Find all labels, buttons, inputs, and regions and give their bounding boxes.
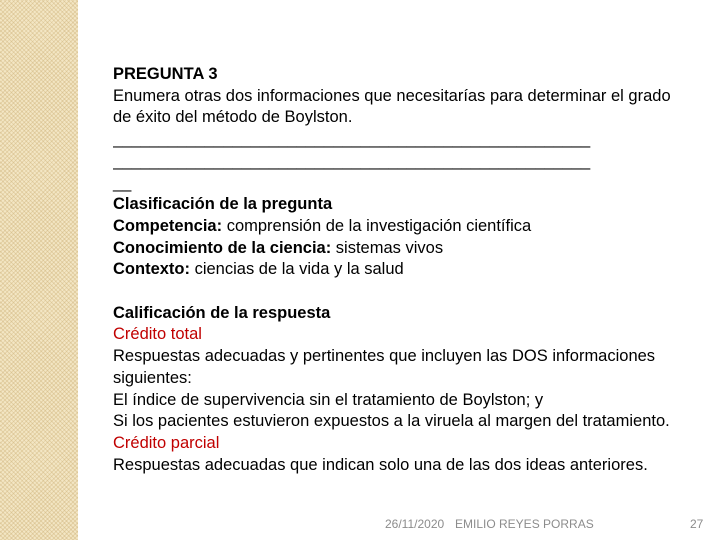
full-credit-item-2: Si los pacientes estuvieron expuestos a la viruela al margen del tratamiento.	[113, 412, 670, 431]
knowledge-value: sistemas vivos	[331, 238, 444, 257]
knowledge-label: Conocimiento de la ciencia:	[113, 238, 332, 257]
classification-heading: Clasificación de la pregunta	[113, 195, 333, 214]
question-title: PREGUNTA 3	[113, 65, 218, 83]
answer-line-1: ____________________________________________________	[113, 130, 591, 149]
context-value: ciencias de la vida y la salud	[190, 260, 404, 279]
footer-date: 26/11/2020	[385, 517, 445, 531]
slide-body	[113, 64, 683, 476]
scoring-heading: Calificación de la respuesta	[113, 303, 331, 322]
context-label: Contexto:	[113, 260, 190, 279]
context-row	[113, 259, 683, 281]
answer-line-3: __	[113, 173, 132, 192]
full-credit-text: Respuestas adecuadas y pertinentes que incluyen las DOS informaciones siguientes:	[113, 347, 656, 387]
competence-value: comprensión de la investigación científica	[222, 216, 532, 235]
spacer	[113, 281, 683, 303]
decorative-side-strip	[0, 0, 78, 540]
full-credit-label: Crédito total	[113, 325, 202, 344]
partial-credit-label: Crédito parcial	[113, 433, 220, 452]
footer-page-number: 27	[690, 517, 704, 531]
competence-label: Competencia:	[113, 216, 223, 235]
knowledge-row	[113, 238, 683, 260]
partial-credit-text: Respuestas adecuadas que indican solo una de las dos ideas anteriores.	[113, 455, 648, 474]
full-credit-item-1: El índice de supervivencia sin el tratamiento de Boylston; y	[113, 390, 544, 409]
competence-row	[113, 216, 683, 238]
question-prompt: Enumera otras dos informaciones que necesitarías para determinar el grado de éxito del método de Boylston.	[113, 86, 671, 127]
answer-line-2: ____________________________________________________	[113, 151, 591, 170]
footer-author: EMILIO REYES PORRAS	[455, 517, 594, 531]
